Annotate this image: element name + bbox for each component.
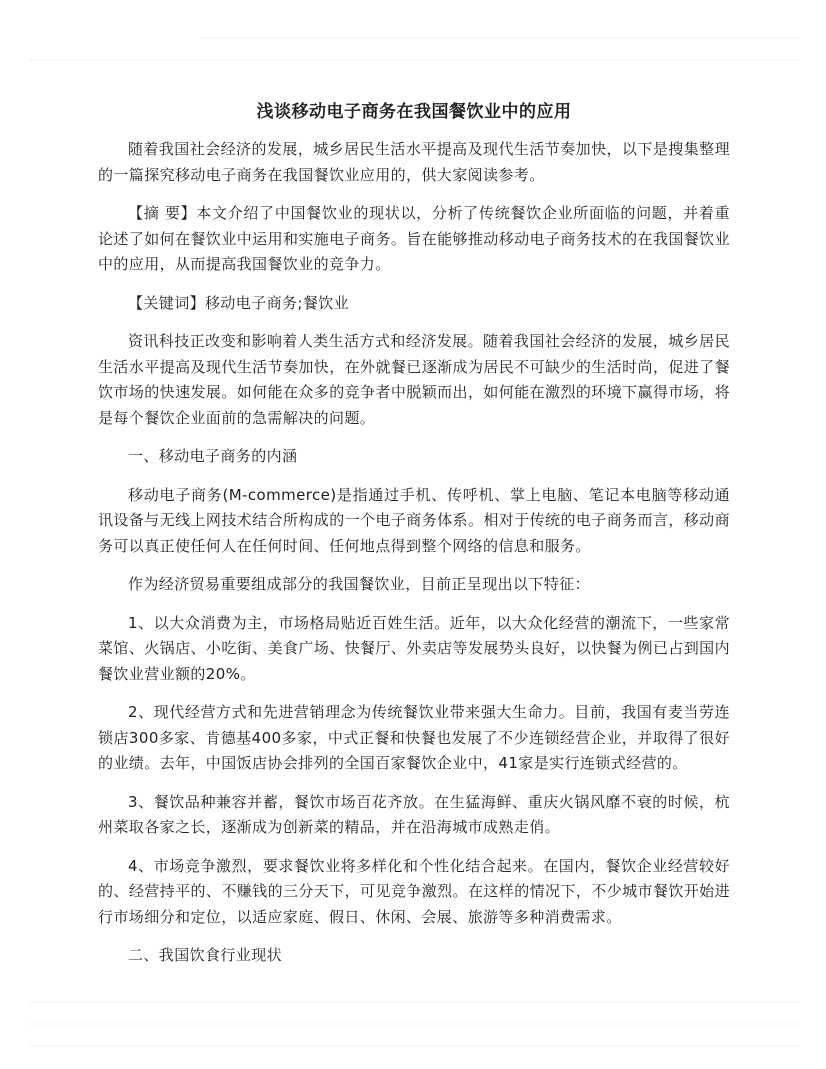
- body-paragraph: 移动电子商务(M-commerce)是指通过手机、传呼机、掌上电脑、笔记本电脑等移动通讯设备与无线上网技术结合所构成的一个电子商务体系。相对于传统的电子商务而言，移动商务可以真正使任何人在任何时间、任何地点得到整个网络的信息和服务。: [98, 485, 730, 555]
- intro-paragraph: 随着我国社会经济的发展，城乡居民生活水平提高及现代生活节奏加快，以下是搜集整理的一篇探究移动电子商务在我国餐饮业应用的，供大家阅读参考。: [98, 140, 730, 184]
- section-heading: 二、我国饮食行业现状: [128, 946, 283, 964]
- document-body: [98, 100, 730, 982]
- list-item: 3、餐饮品种兼容并蓄，餐饮市场百花齐放。在生猛海鲜、重庆火锅风靡不衰的时候，杭州菜取各家之长，逐渐成为创新菜的精品，并在沿海城市成熟走俏。: [98, 792, 730, 836]
- document-title: 浅谈移动电子商务在我国餐饮业中的应用: [256, 102, 572, 122]
- list-item: 2、现代经营方式和先进营销理念为传统餐饮业带来强大生命力。目前，我国有麦当劳连锁店300多家、肯德基400多家，中式正餐和快餐也发展了不少连锁经营企业，并取得了很好的业绩。去年，中国饭店协会排列的全国百家餐饮企业中，41家是实行连锁式经营的。: [98, 703, 730, 772]
- section-heading: 一、移动电子商务的内涵: [128, 447, 298, 465]
- body-paragraph: 作为经济贸易重要组成部分的我国餐饮业，目前正呈现出以下特征：: [128, 575, 591, 593]
- keywords-paragraph: 【关键词】移动电子商务;餐饮业: [128, 293, 350, 312]
- list-item: 4、市场竞争激烈，要求餐饮业将多样化和个性化结合起来。在国内，餐饮企业经营较好的、经营持平的、不赚钱的三分天下，可见竞争激烈。在这样的情况下，不少城市餐饮开始进行市场细分和定位，以适应家庭、假日、休闲、会展、旅游等多种消费需求。: [98, 856, 730, 926]
- abstract-paragraph: 【摘 要】本文介绍了中国餐饮业的现状以，分析了传统餐饮企业所面临的问题，并着重论述了如何在餐饮业中运用和实施电子商务。旨在能够推动移动电子商务技术的在我国餐饮业中的应用，从而提高我国餐饮业的竞争力。: [98, 204, 730, 273]
- body-paragraph: 资讯科技正改变和影响着人类生活方式和经济发展。随着我国社会经济的发展，城乡居民生活水平提高及现代生活节奏加快，在外就餐已逐渐成为居民不可缺少的生活时尚，促进了餐饮市场的快速发展。如何能在众多的竞争者中脱颖而出，如何能在激烈的环境下赢得市场，将是每个餐饮企业面前的急需解决的问题。: [98, 332, 730, 427]
- list-item: 1、以大众消费为主，市场格局贴近百姓生活。近年，以大众化经营的潮流下，一些家常菜馆、火锅店、小吃街、美食广场、快餐厅、外卖店等发展势头良好，以快餐为例已占到国内餐饮业营业额的20%。: [98, 613, 730, 683]
